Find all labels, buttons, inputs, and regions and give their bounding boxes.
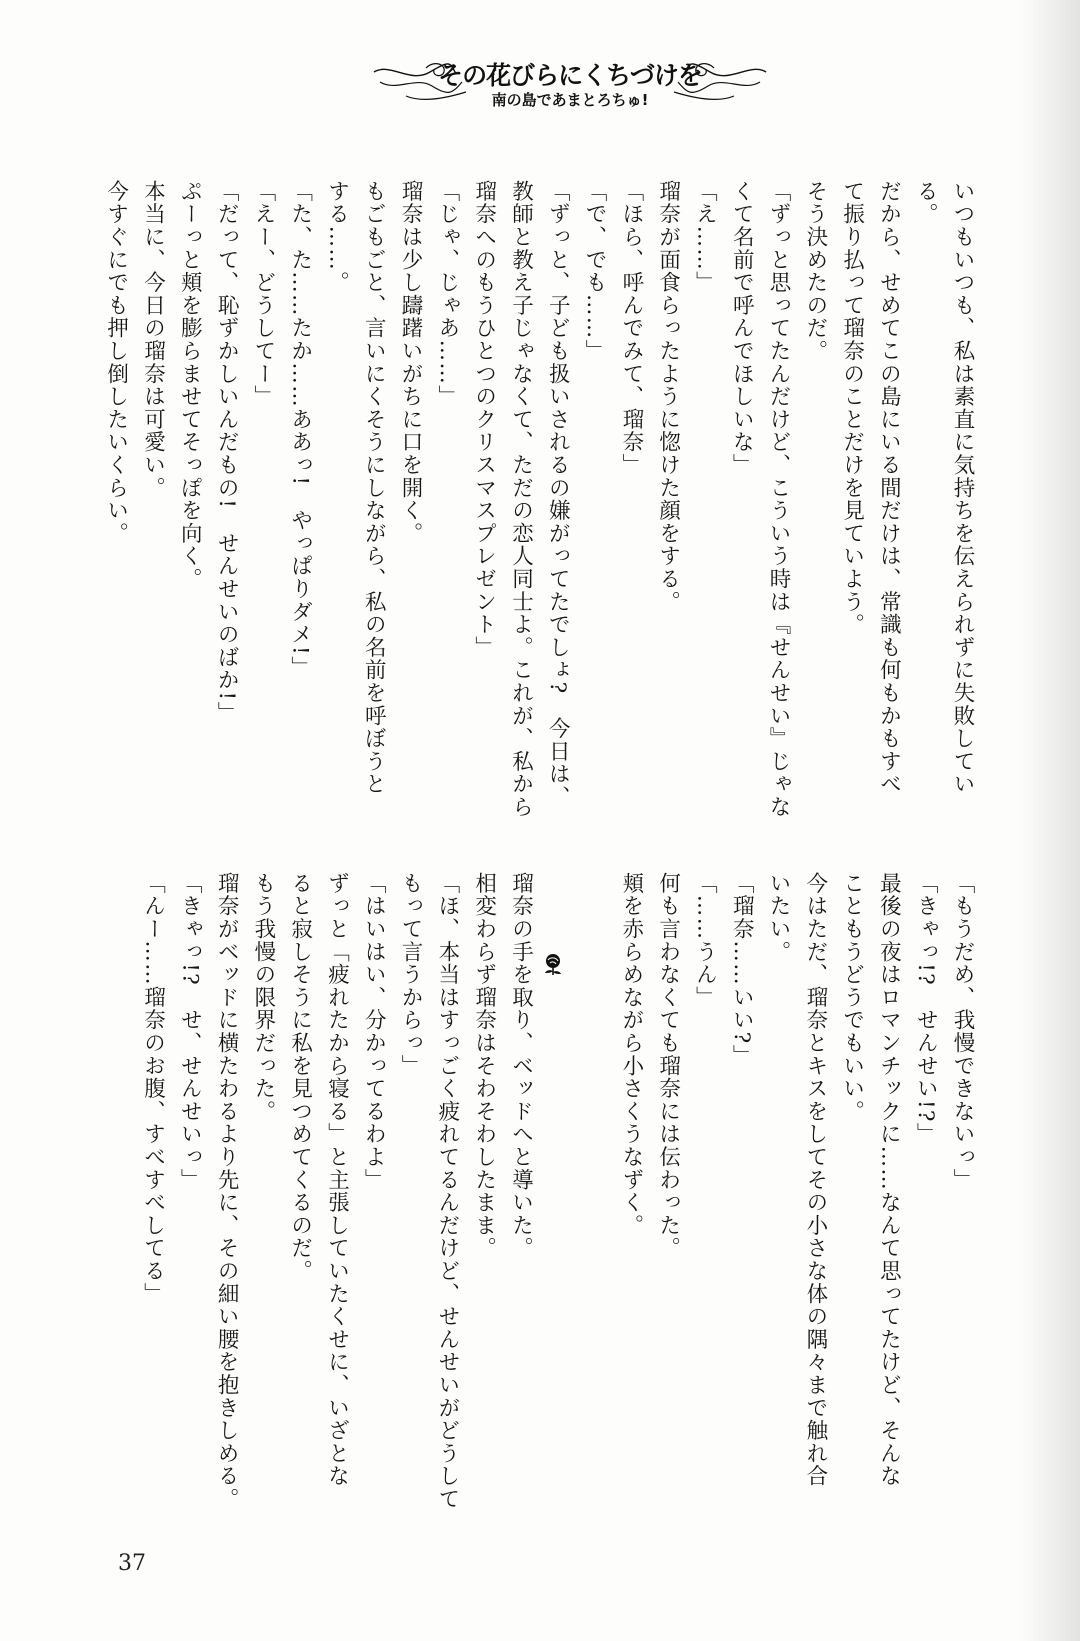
text-line: 教師と教え子じゃなくて、ただの恋人同士よ。これが、私から: [508, 180, 534, 819]
text-line: 「じゃ、じゃあ……」: [434, 180, 460, 408]
text-line: 「はいはい、分かってるわよ」: [361, 872, 387, 1192]
text-line: 「で、でも……」: [582, 180, 608, 363]
page-number: 37: [118, 1551, 146, 1576]
text-line: 「んー……瑠奈のお腹、すべすべしてる」: [140, 872, 166, 1306]
text-line: 「え……」: [692, 180, 718, 294]
text-line: いたい。: [766, 872, 792, 964]
text-line: 「ずっと思ってたんだけど、こういう時は『せんせい』じゃな: [766, 180, 792, 819]
page-edge-shadow: [1020, 0, 1080, 1641]
text-line: もって言うからっ」: [398, 872, 424, 1078]
text-line: 瑠奈へのもうひとつのクリスマスプレゼント」: [471, 180, 497, 659]
text-line: 「ほ、本当はすっごく疲れてるんだけど、せんせいがどうして: [434, 872, 460, 1511]
body-text-bottom: [134, 872, 980, 1511]
text-line: 「た、た……たか……ああっ! やっぱりダメ!」: [287, 180, 313, 679]
text-line: 本当に、今日の瑠奈は可愛い。: [140, 180, 166, 500]
text-line: こともうどうでもいい。: [839, 872, 865, 1123]
text-line: [538, 872, 575, 1332]
text-line: 頬を赤らめながら小さくうなずく。: [618, 872, 644, 1237]
text-line: 「ほら、呼んでみて、瑠奈」: [618, 180, 644, 477]
running-header: [370, 58, 770, 118]
text-line: る。: [913, 180, 939, 226]
text-line: くて名前で呼んでほしいな」: [729, 180, 755, 477]
text-line: 瑠奈は少し躊躇いがちに口を開く。: [398, 180, 424, 545]
text-line: そう決めたのだ。: [802, 180, 828, 363]
text-line: もごもごと、言いにくそうにしながら、私の名前を呼ぼうと: [361, 180, 387, 796]
text-line: 瑠奈の手を取り、ベッドへと導いた。: [508, 872, 534, 1260]
text-line: 今はただ、瑠奈とキスをしてその小さな体の隅々まで触れ合: [802, 872, 828, 1488]
text-line: 「……うん」: [692, 872, 718, 1009]
text-line: 「きゃっ!? せんせい!?」: [913, 872, 939, 1146]
text-line: 「瑠奈……いい?」: [729, 872, 755, 1068]
text-line: 「ずっと、子ども扱いされるの嫌がってたでしょ? 今日は、: [545, 180, 571, 809]
text-line: する……。: [324, 180, 350, 294]
text-line: だから、せめてこの島にいる間だけは、常識も何もかもすべ: [876, 180, 902, 796]
book-title: その花びらにくちづけを: [438, 61, 702, 90]
text-line: 相変わらず瑠奈はそわそわしたまま。: [471, 872, 497, 1260]
body-text-top: [97, 180, 980, 840]
text-line: 「だって、恥ずかしいんだもの! せんせいのばか!」: [214, 180, 240, 725]
text-line: [575, 872, 612, 1332]
text-line: 「えー、どうしてー」: [250, 180, 276, 408]
text-line: 最後の夜はロマンチックに……なんて思ってたけど、そんな: [876, 872, 902, 1488]
text-line: ると寂しそうに私を見つめてくるのだ。: [287, 872, 313, 1283]
text-line: 「もうだめ、我慢できないっ」: [950, 872, 975, 1192]
text-line: 今すぐにでも押し倒したいくらい。: [103, 180, 129, 545]
text-line: 瑠奈が面食らったように惚けた顔をする。: [655, 180, 681, 614]
text-line: ぷーっと頬を膨らませてそっぽを向く。: [177, 180, 203, 591]
text-line: いつもいつも、私は素直に気持ちを伝えられずに失敗してい: [950, 180, 975, 796]
book-subtitle: 南の島であまとろちゅ!: [491, 91, 649, 109]
text-line: て振り払って瑠奈のことだけを見ていよう。: [839, 180, 865, 636]
text-line: ずっと「疲れたから寝る」と主張していたくせに、いざとな: [324, 872, 350, 1488]
text-line: 瑠奈がベッドに横たわるより先に、その細い腰を抱きしめる。: [214, 872, 240, 1511]
text-line: 何も言わなくても瑠奈には伝わった。: [655, 872, 681, 1260]
text-line: もう我慢の限界だった。: [250, 872, 276, 1123]
text-line: 「きゃっ!? せ、せんせいっ」: [177, 872, 203, 1192]
